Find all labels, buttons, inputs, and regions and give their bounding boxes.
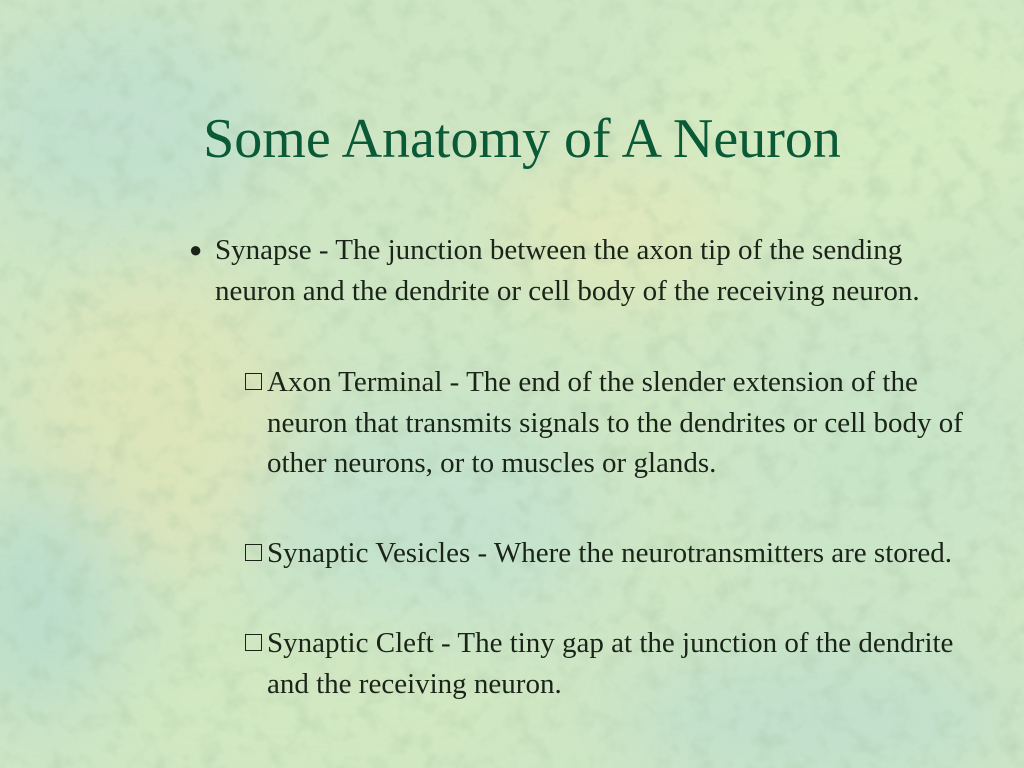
- hollow-square-bullet-icon: [245, 544, 262, 561]
- sub-bullet-item: [267, 623, 967, 704]
- sub-bullet-item: [267, 362, 967, 484]
- hollow-square-bullet-icon: [245, 373, 262, 390]
- bullet-text: Synapse - The junction between the axon tip of the sending neuron and the dendrite or cell body of the receiving neuron.: [215, 234, 920, 307]
- sub-bullet-text: Synaptic Vesicles - Where the neurotransmitters are stored.: [267, 537, 953, 569]
- bullet-item: [189, 230, 955, 311]
- slide-title: Some Anatomy of A Neuron: [203, 108, 841, 170]
- sub-bullet-text: Axon Terminal - The end of the slender extension of the neuron that transmits signals to the dendrites or cell body of other neurons, or to muscles or glands.: [267, 366, 963, 479]
- sub-bullet-text: Synaptic Cleft - The tiny gap at the junction of the dendrite and the receiving neuron.: [267, 627, 954, 700]
- sub-bullet-item: [267, 533, 967, 574]
- hollow-square-bullet-icon: [245, 634, 262, 651]
- round-bullet-icon: ●: [189, 237, 203, 262]
